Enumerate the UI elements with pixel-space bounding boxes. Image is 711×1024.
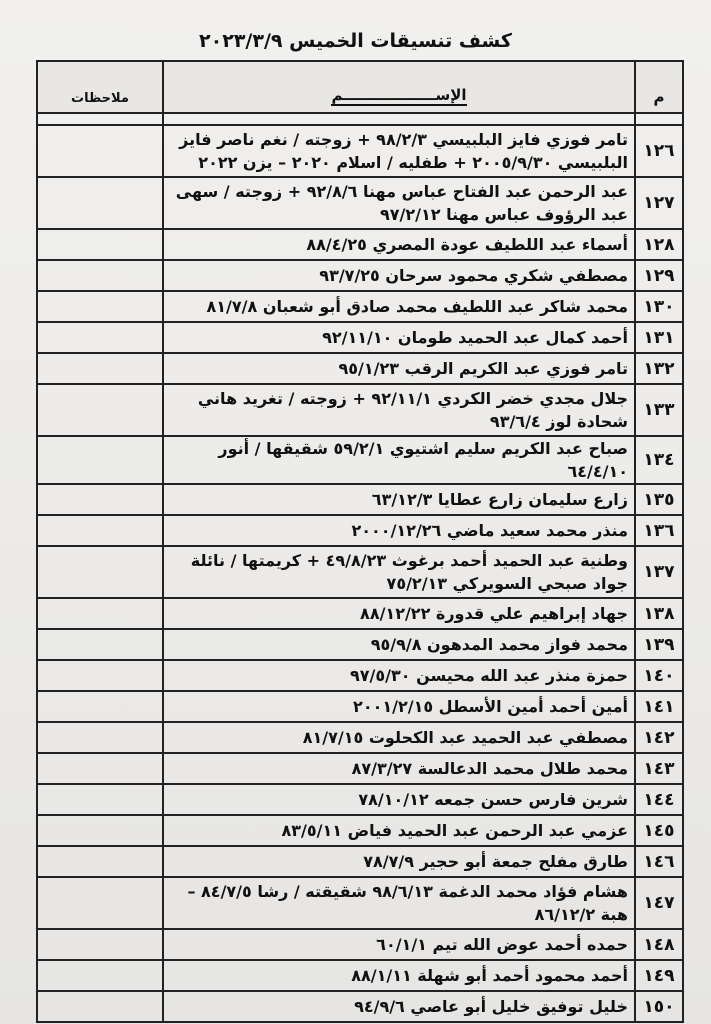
page-title: كشف تنسيقات الخميس ٢٠٢٣/٣/٩ [199,30,512,52]
table-row [37,753,683,784]
row-number: ١٤٣ [635,753,683,784]
row-notes [37,784,163,815]
row-number: ١٤٥ [635,815,683,846]
table-row [37,384,683,436]
row-notes [37,260,163,291]
row-notes [37,322,163,353]
table-row [37,598,683,629]
row-number: ١٤٩ [635,960,683,991]
row-number: ١٣٣ [635,384,683,436]
row-notes [37,846,163,877]
table-row [37,484,683,515]
row-number: ١٢٦ [635,125,683,177]
table-row [37,260,683,291]
row-name-entry: خليل توفيق خليل أبو عاصي ٩٤/٩/٦ [163,991,635,1022]
row-notes [37,929,163,960]
table-row [37,784,683,815]
row-notes [37,515,163,546]
row-name-entry: مصطفي عبد الحميد عبد الكحلوت ٨١/٧/١٥ [163,722,635,753]
row-notes [37,177,163,229]
row-number: ١٣٤ [635,436,683,484]
row-notes [37,546,163,598]
table-row [37,436,683,484]
row-name-entry: أحمد محمود أحمد أبو شهلة ٨٨/١/١١ [163,960,635,991]
row-name-entry: هشام فؤاد محمد الدغمة ٩٨/٦/١٣ شقيقته / رشا ٨٤/٧/٥ – هبة ٨٦/١٢/٢ [163,877,635,929]
row-number: ١٢٩ [635,260,683,291]
row-number: ١٤٧ [635,877,683,929]
table-row [37,660,683,691]
row-name-entry: محمد طلال محمد الدعالسة ٨٧/٣/٢٧ [163,753,635,784]
row-number: ١٤٢ [635,722,683,753]
row-number: ١٣٥ [635,484,683,515]
row-number: ١٤٨ [635,929,683,960]
row-name-entry: منذر محمد سعيد ماضي ٢٠٠٠/١٢/٢٦ [163,515,635,546]
table-header-row [37,61,683,113]
table-row [37,229,683,260]
table-row [37,322,683,353]
row-number: ١٤٦ [635,846,683,877]
row-number: ١٤٤ [635,784,683,815]
table-row [37,629,683,660]
row-name-entry: عبد الرحمن عبد الفتاح عباس مهنا ٩٢/٨/٦ + زوجته / سهى عبد الرؤوف عباس مهنا ٩٧/٢/١٢ [163,177,635,229]
row-notes [37,229,163,260]
row-notes [37,353,163,384]
row-notes [37,660,163,691]
header-spacer [37,113,683,125]
row-notes [37,125,163,177]
row-number: ١٤٠ [635,660,683,691]
table-row [37,691,683,722]
row-name-entry: حمده أحمد عوض الله تيم ٦٠/١/١ [163,929,635,960]
row-name-entry: محمد شاكر عبد اللطيف محمد صادق أبو شعبان ٨١/٧/٨ [163,291,635,322]
header-name-label: الإســــــــــــــــــم [331,86,467,104]
header-name [163,61,635,113]
table-row [37,722,683,753]
row-notes [37,960,163,991]
row-name-entry: صباح عبد الكريم سليم اشتيوي ٥٩/٢/١ شقيقها / أنور ٦٤/٤/١٠ [163,436,635,484]
row-number: ١٤١ [635,691,683,722]
row-notes [37,722,163,753]
row-name-entry: شرين فارس حسن جمعه ٧٨/١٠/١٢ [163,784,635,815]
table-row [37,177,683,229]
table-row [37,991,683,1022]
table-row [37,846,683,877]
row-number: ١٣٨ [635,598,683,629]
row-notes [37,384,163,436]
row-name-entry: أسماء عبد اللطيف عودة المصري ٨٨/٤/٢٥ [163,229,635,260]
row-name-entry: جلال مجدي خضر الكردي ٩٢/١١/١ + زوجته / تغريد هاني شحادة لوز ٩٣/٦/٤ [163,384,635,436]
row-name-entry: جهاد إبراهيم علي قدورة ٨٨/١٢/٢٢ [163,598,635,629]
table-row [37,929,683,960]
row-name-entry: مصطفي شكري محمود سرحان ٩٣/٧/٢٥ [163,260,635,291]
row-notes [37,484,163,515]
row-notes [37,598,163,629]
row-notes [37,436,163,484]
row-number: ١٣٦ [635,515,683,546]
table-row [37,960,683,991]
row-name-entry: أمين أحمد أمين الأسطل ٢٠٠١/٢/١٥ [163,691,635,722]
row-name-entry: تامر فوزي عبد الكريم الرقب ٩٥/١/٢٣ [163,353,635,384]
row-name-entry: حمزة منذر عبد الله محيسن ٩٧/٥/٣٠ [163,660,635,691]
header-notes: ملاحظات [37,61,163,113]
row-notes [37,629,163,660]
row-number: ١٥٠ [635,991,683,1022]
row-notes [37,691,163,722]
names-table [36,60,684,1023]
table-row [37,546,683,598]
row-number: ١٣٩ [635,629,683,660]
row-notes [37,815,163,846]
row-name-entry: وطنية عبد الحميد أحمد برغوث ٤٩/٨/٢٣ + كريمتها / نائلة جواد صبحي السويركي ٧٥/٢/١٣ [163,546,635,598]
row-number: ١٢٨ [635,229,683,260]
row-notes [37,753,163,784]
table-row [37,291,683,322]
row-number: ١٣٧ [635,546,683,598]
row-number: ١٣٢ [635,353,683,384]
table-row [37,815,683,846]
table-row [37,353,683,384]
row-name-entry: تامر فوزي فايز البلبيسي ٩٨/٢/٣ + زوجته / نغم ناصر فايز البلبيسي ٢٠٠٥/٩/٣٠ + طفليه / اسلام ٢٠٢٠ – يزن ٢٠٢٢ [163,125,635,177]
row-notes [37,291,163,322]
table-row [37,877,683,929]
table-row [37,125,683,177]
row-notes [37,991,163,1022]
row-number: ١٢٧ [635,177,683,229]
table-row [37,515,683,546]
row-name-entry: محمد فواز محمد المدهون ٩٥/٩/٨ [163,629,635,660]
row-name-entry: أحمد كمال عبد الحميد طومان ٩٢/١١/١٠ [163,322,635,353]
row-name-entry: زارع سليمان زارع عطايا ٦٣/١٢/٣ [163,484,635,515]
row-number: ١٣١ [635,322,683,353]
row-number: ١٣٠ [635,291,683,322]
header-number: م [635,61,683,113]
row-notes [37,877,163,929]
row-name-entry: عزمي عبد الرحمن عبد الحميد فياض ٨٣/٥/١١ [163,815,635,846]
row-name-entry: طارق مفلح جمعة أبو حجير ٧٨/٧/٩ [163,846,635,877]
